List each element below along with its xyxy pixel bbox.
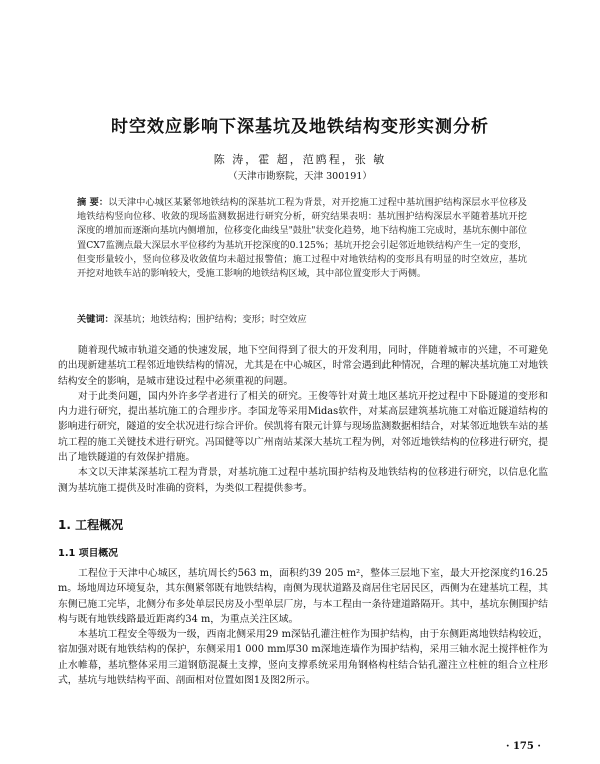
affiliation: （天津市勘察院，天津 300191）	[228, 171, 372, 182]
intro-paragraph-2: 对于此类问题，国内外许多学者进行了相关的研究。王俊等针对黄土地区基坑开挖过程中下卧隧道的变形和内力进行研究，提出基坑施工的合理步序。李国龙等采用Midas软件，对某高层建筑基坑施工对临近隧道结构的影响进行研究，隧道的安全状况进行综合评价。侯凯将有限元计算与现场监测数据相结合，对某邻近地铁车站的基坑工程的施工关键技术进行研究。冯国健等以广州南站某深大基坑工程为例，对邻近地铁结构的位移进行研究，提出了地铁隧道的有效保护措施。	[58, 390, 548, 464]
page-number: · 175 ·	[506, 741, 541, 752]
body-paragraph-2: 本基坑工程安全等级为一级，西南北侧采用29 m深钻孔灌注桩作为围护结构，由于东侧距离地铁结构较近，宿加强对既有地铁结构的保护，东侧采用1 000 mm厚30 m深地连墙作为围护结构，采用三轴水泥土搅拌桩作为止水帷幕，基坑整体采用三道钢筋混凝土支撑，竖向支撑系统采用角钢格构柱结合钻孔灌注立柱桩的组合立柱形式，基坑与地铁结构平面、剖面相对位置如图1及图2所示。	[58, 629, 548, 687]
intro-paragraph-3: 本文以天津某深基坑工程为背景，对基坑施工过程中基坑围护结构及地铁结构的位移进行研究，以信息化监测为基坑施工提供及时准确的资料，为类似工程提供参考。	[58, 467, 548, 494]
subsection-heading: 1.1 项目概况	[58, 548, 118, 559]
abstract	[77, 196, 527, 281]
section-heading: 1. 工程概况	[58, 518, 124, 532]
section-body	[58, 566, 548, 688]
paper-title: 时空效应影响下深基坑及地铁结构变形实测分析	[111, 117, 489, 137]
introduction	[58, 343, 548, 496]
intro-paragraph-1: 随着现代城市轨道交通的快速发展，地下空间得到了很大的开发利用，同时，伴随着城市的兴建，不可避免的出现新建基坑工程邻近地铁结构的情况，尤其是在中心城区，时常会遇到此种情况，合理的解决基坑施工对地铁结构安全的影响，是城市建设过程中必须重视的问题。	[58, 345, 548, 387]
keywords	[77, 313, 527, 327]
body-paragraph-1: 工程位于天津中心城区，基坑周长约563 m，面积约39 205 m²，整体三层地下室，最大开挖深度约16.25 m。场地周边环境复杂，其东侧紧邻既有地铁结构，南侧为现状道路及商居住宅居民区，西侧为在建基坑工程，其东侧已施工完毕，北侧分布多处单层民房及小型单层厂房，与本工程由一条待建道路隔开。其中，基坑东侧围护结构与既有地铁线路最近距离约34 m，为重点关注区域。	[58, 568, 548, 625]
abstract-label: 摘 要：	[77, 197, 109, 208]
author-list: 陈 涛，霍 超，范鸥程，张 敏	[213, 153, 387, 166]
keywords-text: 深基坑；地铁结构；围护结构；变形；时空效应	[113, 314, 307, 325]
keywords-label: 关键词：	[77, 314, 114, 325]
abstract-text: 以天津中心城区某紧邻地铁结构的深基坑工程为背景，对开挖施工过程中基坑围护结构深层水平位移及地铁结构竖向位移、收敛的现场监测数据进行研究分析，研究结果表明：基坑围护结构深层水平随着基坑开挖深度的增加而逐渐向基坑内侧增加，位移变化曲线呈"鼓肚"状变化趋势，地下结构施工完成时，基坑东侧中部位置CX7监测点最大深层水平位移约为基坑开挖深度的0.125%；基坑开挖会引起邻近地铁结构产生一定的变形，但变形量较小，竖向位移及收敛值均未超过报警值；施工过程中对地铁结构的变形具有明显的时空效应，基坑开挖对地铁车站的影响较大，受施工影响的地铁结构区域，其中部位置变形大于两侧。	[77, 197, 527, 280]
